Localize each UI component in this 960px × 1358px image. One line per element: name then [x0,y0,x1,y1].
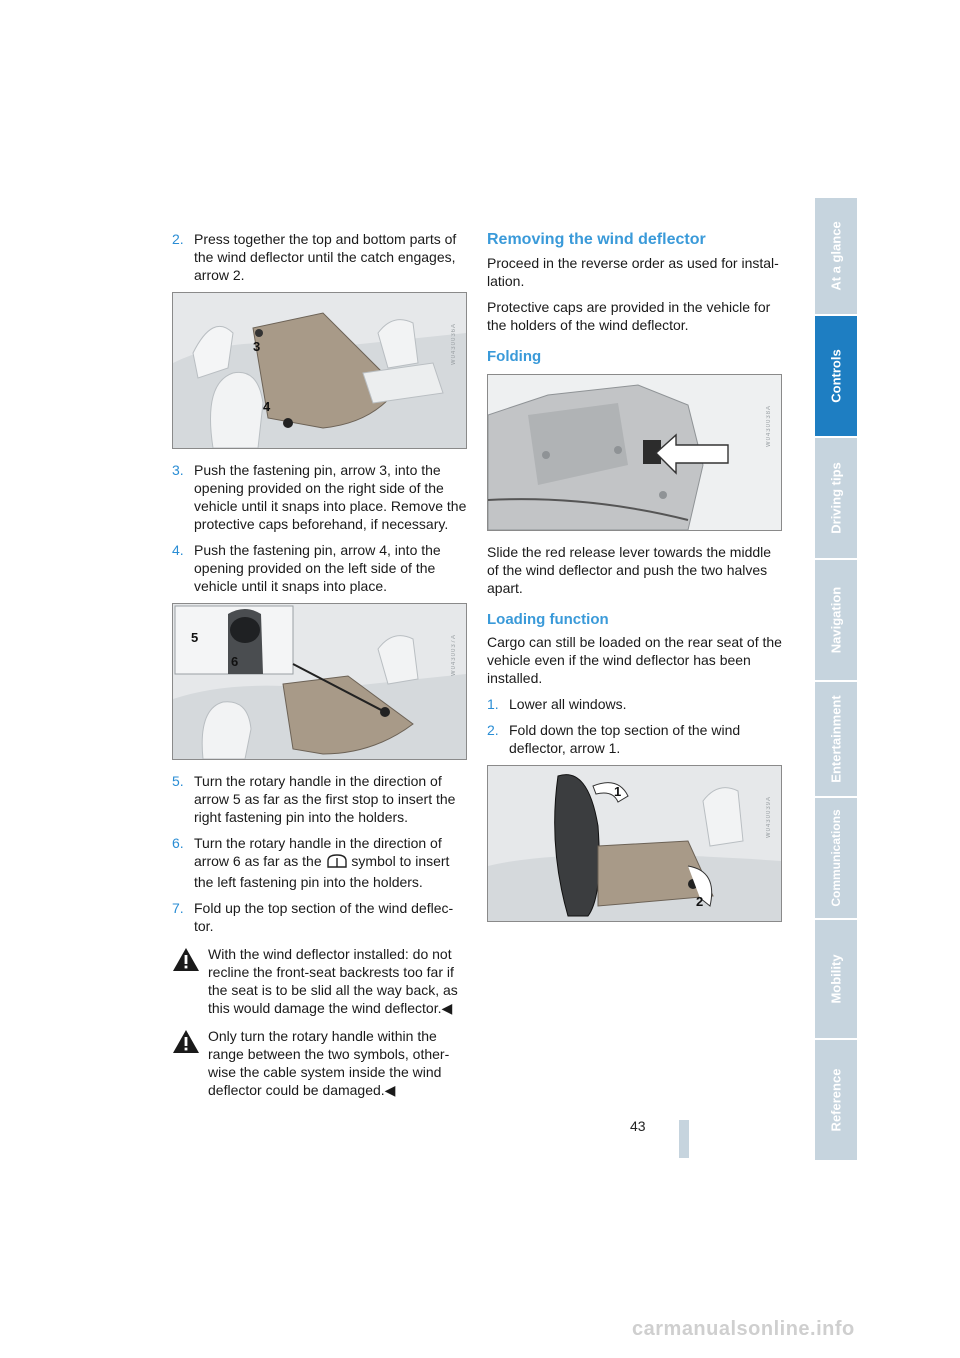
figure-fold-down [487,765,782,922]
figure-rotary-handle [172,603,467,760]
tab-entertainment[interactable]: Entertainment [815,682,857,798]
step-4 [172,541,467,595]
warning-text: With the wind deflector installed: do not recline the front-seat backrests too far if the seat is to be slid all the way back, as this would damage the wind deflector.◀ [208,946,458,1016]
step-text-a: Turn the rotary handle in the direction of arrow 6 as far as the [194,835,442,869]
step-number: 2. [172,231,184,247]
tab-mobility[interactable]: Mobility [815,920,857,1040]
figure-label: 2 [696,894,704,909]
step-7 [172,899,467,935]
step-text: Press together the top and bottom parts of the wind deflector until the catch engages, arrow 2. [194,231,457,283]
step-number: 5. [172,773,184,789]
step-3 [172,461,467,533]
figure-code: W0430036A [451,323,457,366]
illustration-release-lever [488,375,781,530]
step-text: Fold down the top section of the wind deflector, arrow 1. [509,722,741,756]
tab-navigation[interactable]: Navigation [815,560,857,682]
figure-code: W0430037A [451,634,457,677]
left-column [172,230,467,1109]
illustration-rotary-handle [173,604,466,759]
page-number: 43 [630,1118,646,1134]
warning-triangle-icon [172,947,200,976]
warning-text: Only turn the rotary handle within the range between the two symbols, other-wise the cable system inside the wind deflector could be damaged.◀ [208,1028,450,1098]
figure-release-lever [487,374,782,531]
step-number: 2. [487,722,499,738]
tab-at-a-glance[interactable]: At a glance [815,198,857,316]
step-5 [172,772,467,826]
heading-loading: Loading function [487,611,609,628]
tab-communications[interactable]: Communications [815,798,857,920]
step-6 [172,834,467,891]
paragraph-removing-2: Protective caps are provided in the vehicle for the holders of the wind deflector. [487,299,771,333]
heading-removing: Removing the wind deflector [487,231,706,248]
figure-install-pins [172,292,467,449]
step-fold-down [487,721,783,757]
figure-label: 5 [191,630,199,645]
step-text-b: symbol to insert the left fastening pin into the holders. [194,853,450,890]
step-text: Push the fastening pin, arrow 3, into the opening provided on the right side of the vehicle until it snaps into place. Remove the protective caps beforehand, if necessary. [194,462,467,532]
figure-label: 6 [231,654,239,669]
step-number: 6. [172,835,184,851]
illustration-wind-deflector-install [173,293,466,448]
figure-label: 3 [253,339,261,354]
paragraph-removing-1: Proceed in the reverse order as used for instal-lation. [487,255,779,289]
warning-triangle-icon [172,1029,200,1058]
step-text: Push the fastening pin, arrow 4, into the opening provided on the left side of the vehicle until it snaps into place. [194,542,441,594]
warning-rotary-handle [172,1027,467,1099]
figure-code: W0430039A [766,796,772,839]
tab-reference[interactable]: Reference [815,1040,857,1160]
paragraph-loading: Cargo can still be loaded on the rear seat of the vehicle even if the wind deflector has been installed. [487,634,782,686]
figure-code: W0430038A [766,405,772,448]
step-number: 7. [172,900,184,916]
step-number: 4. [172,542,184,558]
figure-label: 1 [614,784,622,799]
watermark: carmanualsonline.info [632,1318,855,1340]
illustration-fold-down [488,766,781,921]
figure-label: 4 [263,399,271,414]
paragraph-folding: Slide the red release lever towards the middle of the wind deflector and push the two halves apart. [487,544,772,596]
step-number: 3. [172,462,184,478]
rotary-stop-symbol-icon [326,853,348,873]
step-text: Lower all windows. [509,696,627,712]
step-text: Turn the rotary handle in the direction of arrow 5 as far as the first stop to insert the right fastening pin into the holders. [194,773,456,825]
warning-backrest [172,945,467,1017]
step-2 [172,230,467,284]
heading-folding: Folding [487,348,542,365]
chapter-tabs [815,198,857,1160]
step-text: Fold up the top section of the wind deflec-tor. [194,900,454,934]
step-lower-windows [487,695,783,713]
step-number: 1. [487,696,499,712]
right-column [487,230,783,934]
tab-controls[interactable]: Controls [815,316,857,438]
page-number-bar [679,1120,689,1158]
tab-driving-tips[interactable]: Driving tips [815,438,857,560]
